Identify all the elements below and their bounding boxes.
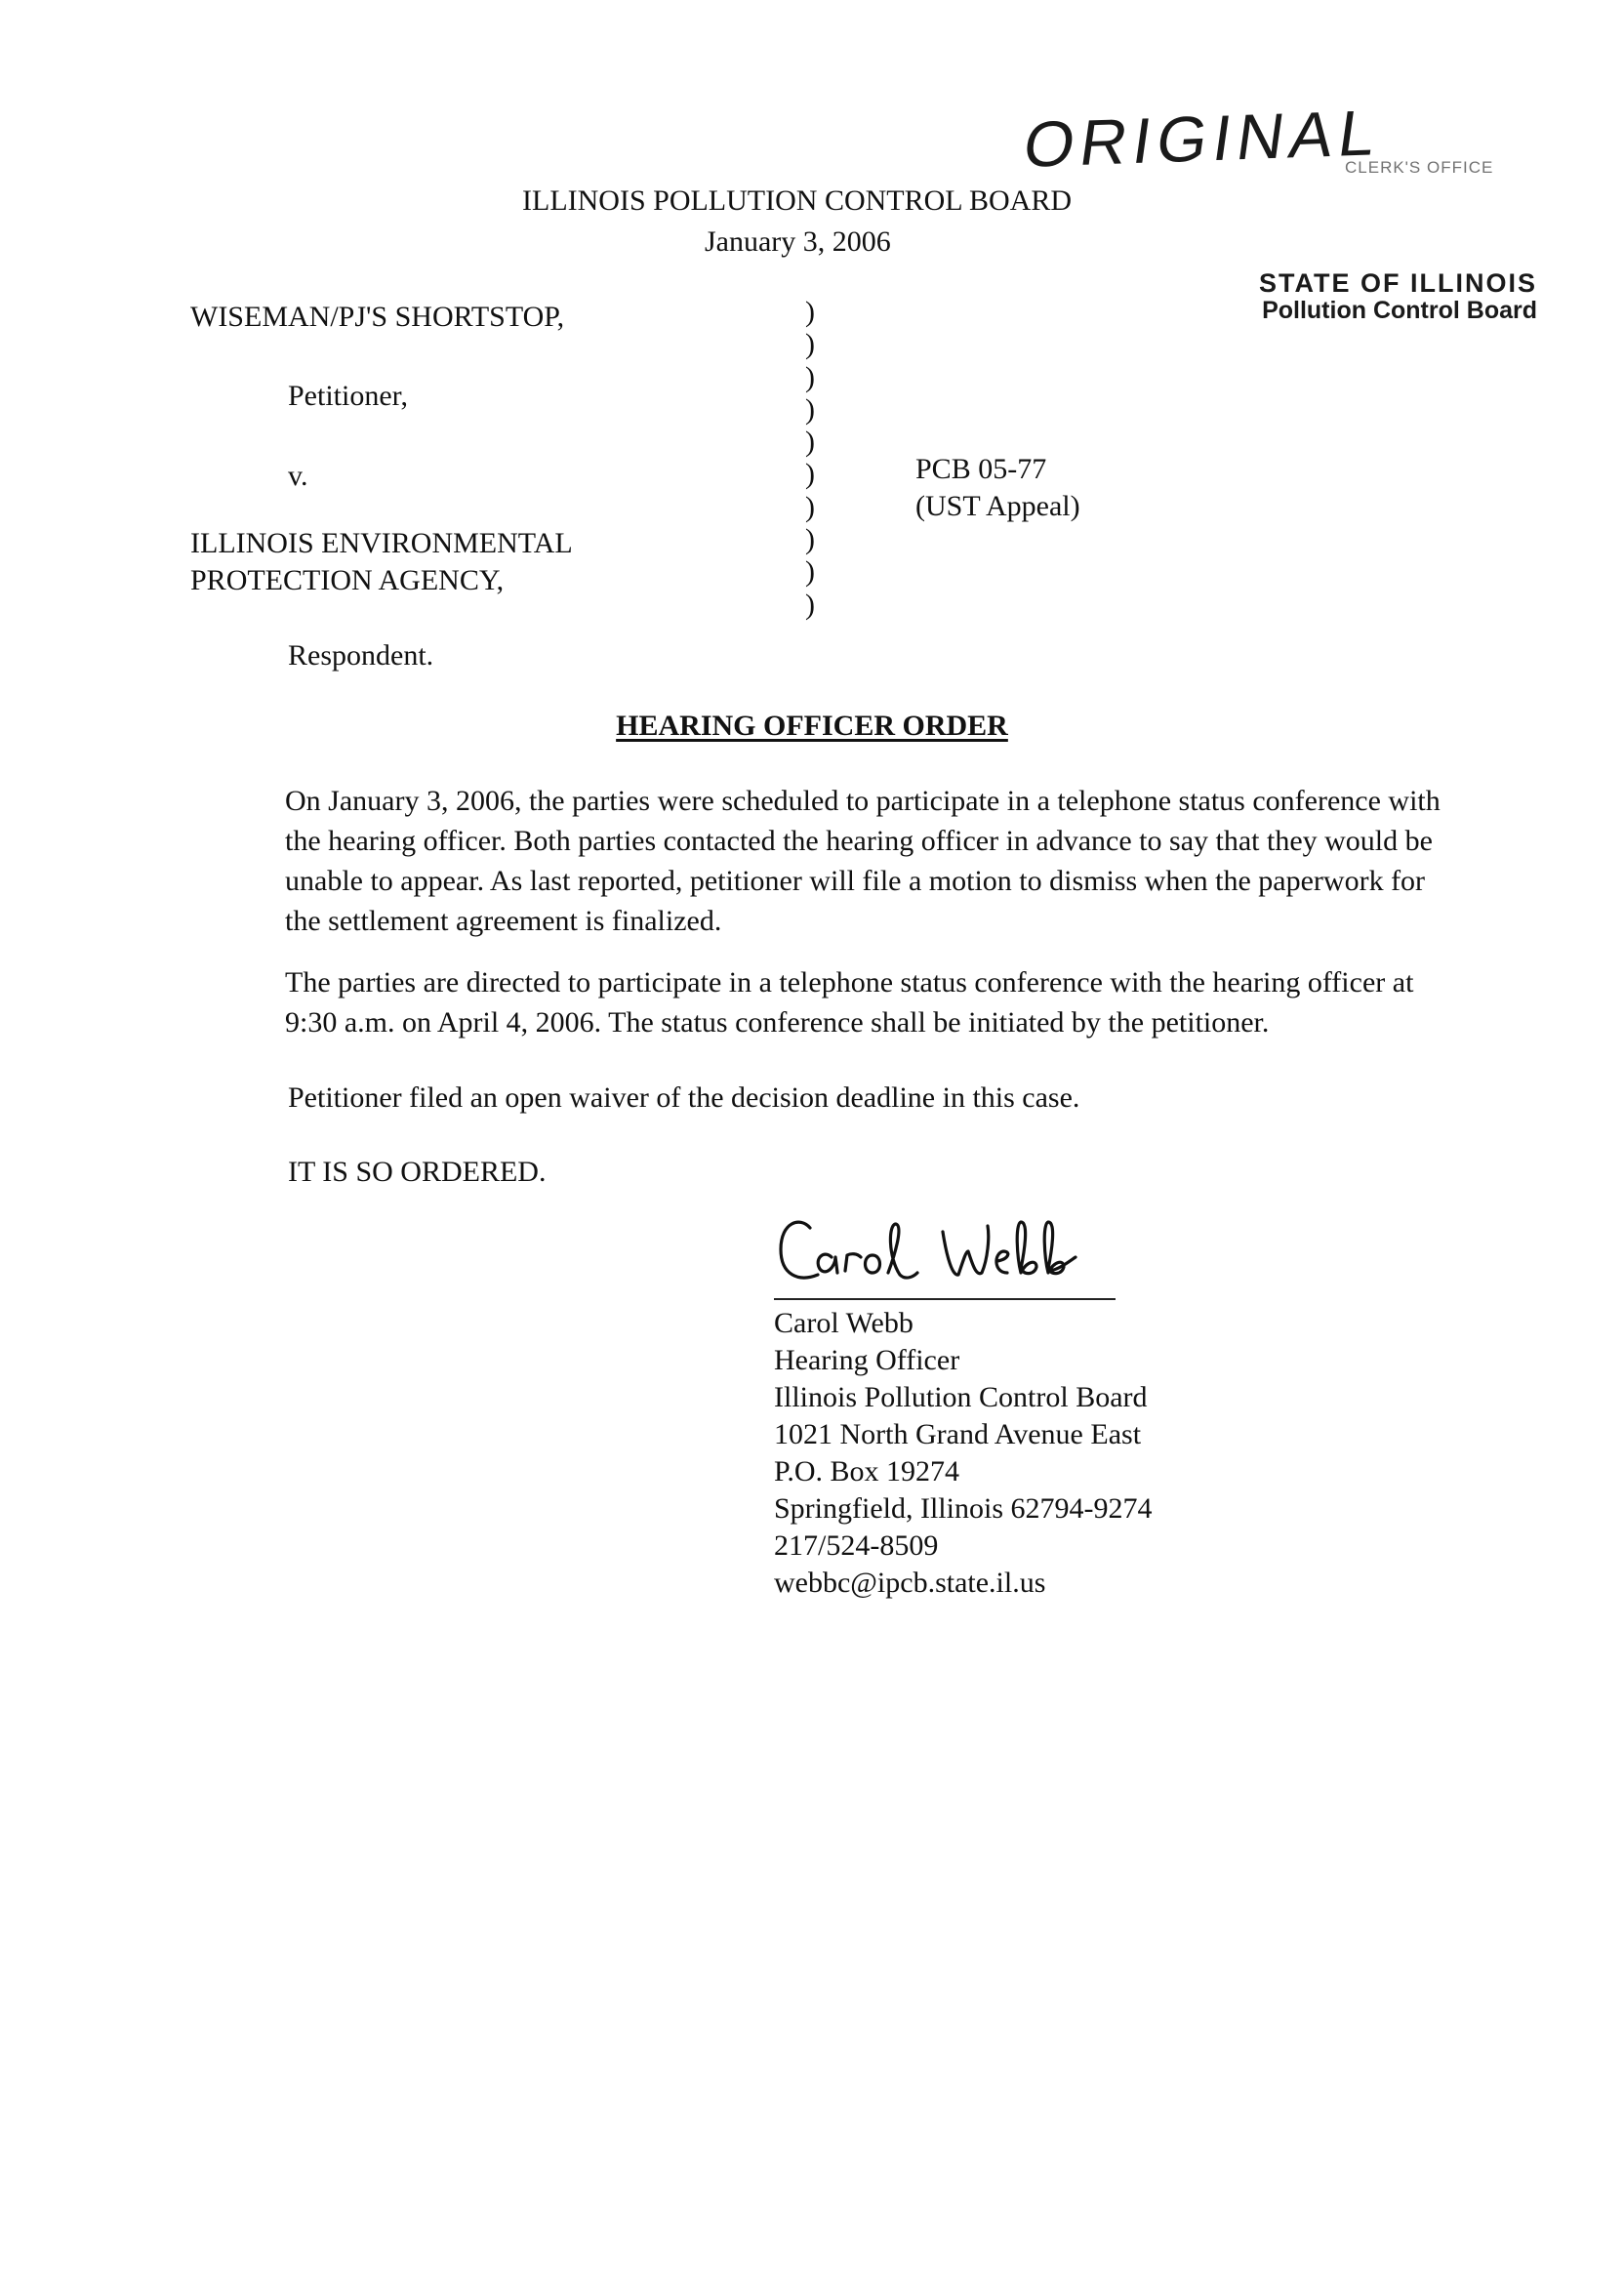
document-date: January 3, 2006 — [705, 225, 891, 258]
caption-paren: ) — [805, 588, 815, 621]
stamp-state-line: STATE OF ILLINOIS — [1259, 268, 1537, 298]
order-paragraph-1 — [190, 781, 1459, 941]
paragraph-text: The parties are directed to participate in a telephone status conference with the hearing officer at 9:30 a.m. on April 4, 2006. The status conference shall be initiated by the petitioner. — [285, 966, 1414, 1039]
signer-organization: Illinois Pollution Control Board — [774, 1381, 1148, 1413]
case-number: PCB 05-77 — [915, 453, 1047, 485]
caption-paren: ) — [805, 426, 815, 459]
signer-name: Carol Webb — [774, 1307, 914, 1339]
respondent-name-line1: ILLINOIS ENVIRONMENTAL — [190, 527, 573, 559]
order-title: HEARING OFFICER ORDER — [616, 710, 1008, 742]
respondent-role: Respondent. — [288, 639, 434, 672]
paragraph-text: On January 3, 2006, the parties were scheduled to participate in a telephone status conference with the hearing officer. Both parties contacted the hearing officer in advance to say that they would be unable to appear. As last reported, petitioner will file a motion to dismiss when the paperwork for the settlement agreement is finalized. — [285, 785, 1441, 937]
signature-block — [774, 1305, 1152, 1602]
address-street: 1021 North Grand Avenue East — [774, 1418, 1142, 1450]
stamp-board-line: Pollution Control Board — [1262, 297, 1537, 324]
caption-paren: ) — [805, 555, 815, 589]
caption-paren: ) — [805, 490, 815, 523]
petitioner-role: Petitioner, — [288, 380, 408, 412]
caption-paren: ) — [805, 458, 815, 491]
board-heading: ILLINOIS POLLUTION CONTROL BOARD — [522, 184, 1073, 217]
received-stamp — [1259, 269, 1537, 324]
respondent-name-line2: PROTECTION AGENCY, — [190, 564, 505, 596]
email-address: webbc@ipcb.state.il.us — [774, 1567, 1046, 1599]
caption-paren: ) — [805, 360, 815, 393]
so-ordered: IT IS SO ORDERED. — [288, 1156, 547, 1188]
versus-label: v. — [288, 460, 308, 492]
handwritten-signature — [771, 1199, 1122, 1296]
caption-paren: ) — [805, 296, 815, 328]
address-city: Springfield, Illinois 62794-9274 — [774, 1492, 1153, 1525]
signer-title: Hearing Officer — [774, 1344, 960, 1376]
clerks-office-stamp: CLERK'S OFFICE — [1345, 158, 1494, 177]
signature-line — [774, 1298, 1116, 1300]
caption-paren: ) — [805, 392, 815, 426]
caption-parentheses — [805, 296, 815, 621]
address-po-box: P.O. Box 19274 — [774, 1455, 960, 1487]
phone-number: 217/524-8509 — [774, 1529, 939, 1562]
original-stamp: ORIGINAL — [1019, 96, 1387, 181]
petitioner-name: WISEMAN/PJ'S SHORTSTOP, — [190, 301, 565, 333]
case-type: (UST Appeal) — [915, 490, 1080, 522]
caption-paren: ) — [805, 328, 815, 361]
caption-paren: ) — [805, 523, 815, 556]
order-paragraph-2 — [190, 962, 1459, 1042]
order-paragraph-3: Petitioner filed an open waiver of the decision deadline in this case. — [288, 1081, 1080, 1114]
